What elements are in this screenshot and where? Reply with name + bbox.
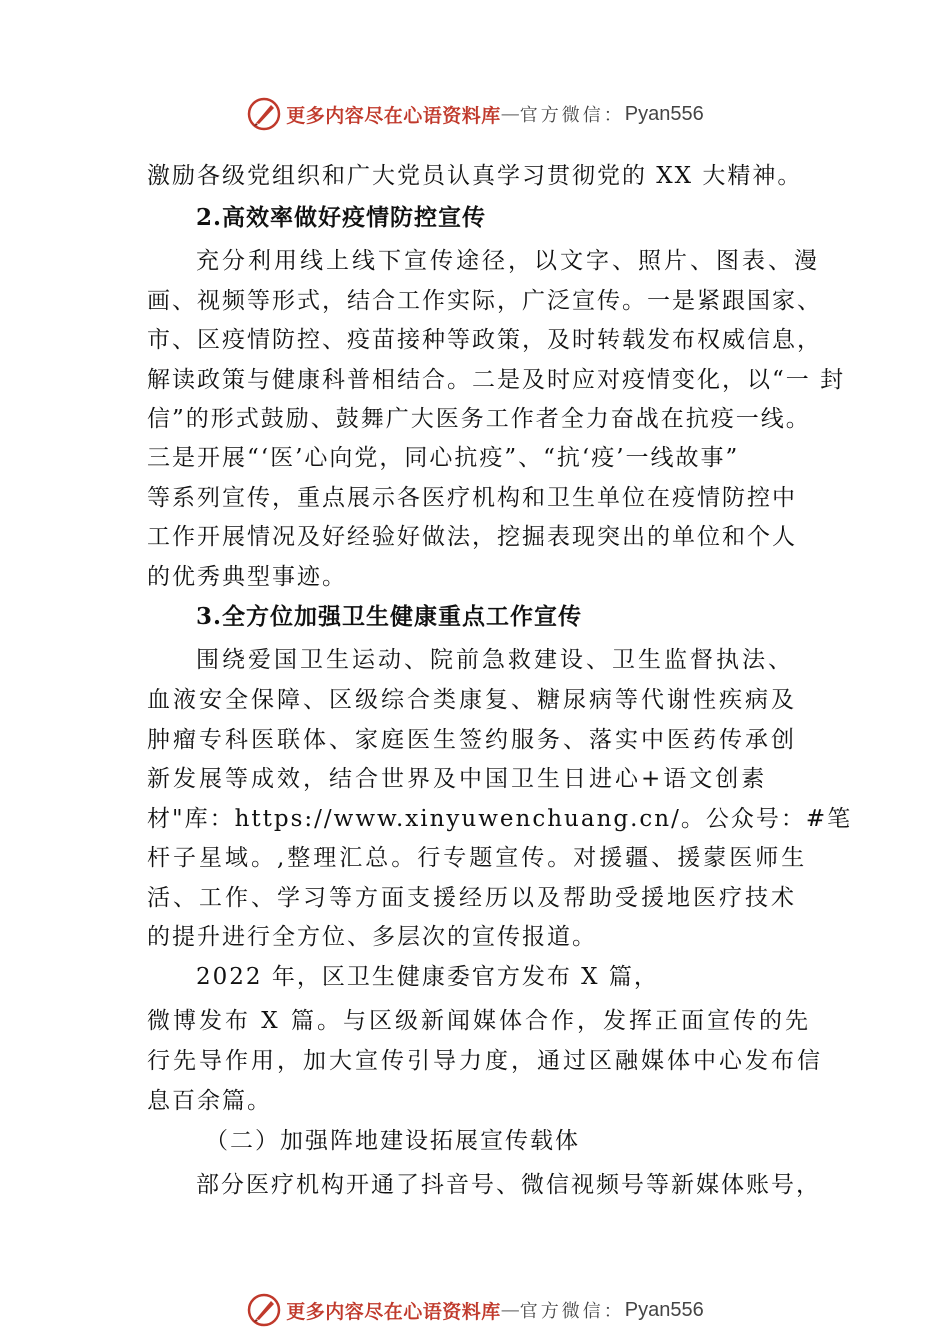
- body-line: 充分利用线上线下宣传途径，以文字、照片、图表、漫: [196, 248, 820, 274]
- section-heading: 2.高效率做好疫情防控宣传: [196, 204, 487, 231]
- body-line: 激励各级党组织和广大党员认真学习贯彻党的 XX 大精神。: [147, 163, 803, 189]
- watermark-banner-bottom: [0, 1290, 950, 1330]
- body-line: 微博发布 X 篇。与区级新闻媒体合作，发挥正面宣传的先: [147, 1008, 811, 1034]
- body-line: 肿瘤专科医联体、家庭医生签约服务、落实中医药传承创: [147, 727, 797, 753]
- body-line: 市、区疫情防控、疫苗接种等政策，及时转载发布权威信息，: [147, 327, 822, 353]
- watermark-wechat-label: 官方微信：: [519, 1301, 625, 1322]
- body-line: 的优秀典型事迹。: [147, 564, 347, 590]
- quill-seal-icon: [246, 1292, 282, 1328]
- body-line: 围绕爱国卫生运动、院前急救建设、卫生监督执法、: [196, 647, 794, 673]
- body-line: 新发展等成效，结合世界及中国卫生日进心+语文创素: [147, 766, 768, 792]
- watermark-wechat-id: Pyan556: [624, 102, 704, 125]
- body-line: 三是开展“‘医’心向党，同心抗疫”、“抗‘疫’一线故事”: [147, 445, 740, 471]
- body-line: 材"库：https://www.xinyuwenchuang.cn/。公众号：#笔: [147, 806, 853, 832]
- body-line: 行先导作用，加大宣传引导力度，通过区融媒体中心发布信: [147, 1048, 823, 1074]
- body-line: 2022 年，区卫生健康委官方发布 X 篇，: [196, 964, 659, 990]
- body-line: 等系列宣传，重点展示各医疗机构和卫生单位在疫情防控中: [147, 485, 797, 511]
- watermark-separator: —: [500, 1299, 520, 1321]
- quill-seal-icon: [246, 96, 282, 132]
- watermark-wechat-label: 官方微信：: [519, 105, 625, 126]
- body-line: 画、视频等形式，结合工作实际，广泛宣传。一是紧跟国家、: [147, 288, 822, 314]
- body-line: 杆子星域。,整理汇总。行专题宣传。对援疆、援蒙医师生: [147, 845, 808, 871]
- body-line: 解读政策与健康科普相结合。二是及时应对疫情变化，以“一 封: [147, 367, 846, 393]
- body-line: 血液安全保障、区级综合类康复、糖尿病等代谢性疾病及: [147, 687, 797, 713]
- watermark-banner-top: [0, 94, 950, 134]
- watermark-library-text: 更多内容尽在心语资料库: [286, 1300, 501, 1323]
- body-line: 的提升进行全方位、多层次的宣传报道。: [147, 924, 597, 950]
- section-heading: 3.全方位加强卫生健康重点工作宣传: [196, 603, 583, 630]
- body-line: 部分医疗机构开通了抖音号、微信视频号等新媒体账号，: [196, 1172, 821, 1198]
- watermark-wechat-id: Pyan556: [624, 1298, 704, 1321]
- body-line: 信”的形式鼓励、鼓舞广大医务工作者全力奋战在抗疫一线。: [147, 406, 811, 432]
- watermark-separator: —: [500, 103, 520, 125]
- watermark-library-text: 更多内容尽在心语资料库: [286, 104, 501, 127]
- subsection-heading: （二）加强阵地建设拓展宣传载体: [205, 1128, 580, 1154]
- body-line: 工作开展情况及好经验好做法，挖掘表现突出的单位和个人: [147, 524, 797, 550]
- body-line: 息百余篇。: [147, 1088, 272, 1114]
- body-line: 活、工作、学习等方面支援经历以及帮助受援地医疗技术: [147, 885, 797, 911]
